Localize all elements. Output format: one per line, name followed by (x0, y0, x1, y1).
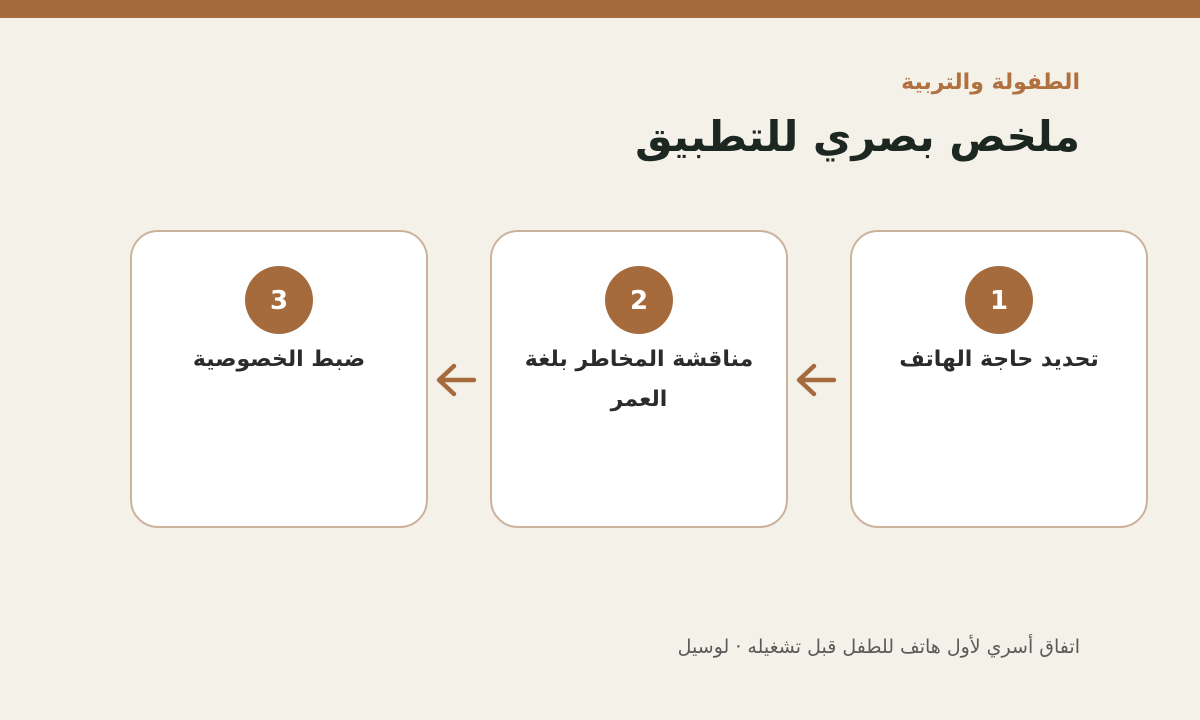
step-card-3 (130, 230, 428, 528)
arrow-left-icon (434, 359, 478, 401)
footer-caption: اتفاق أسري لأول هاتف للطفل قبل تشغيله · لوسيل (677, 636, 1080, 658)
page-title: ملخص بصري للتطبيق (635, 112, 1080, 161)
step-number-badge: 1 (965, 266, 1033, 334)
step-number-badge: 2 (605, 266, 673, 334)
step-label: ضبط الخصوصية (192, 347, 366, 372)
arrow-left-icon (794, 359, 838, 401)
top-accent-bar (0, 0, 1200, 18)
category-label: الطفولة والتربية (901, 70, 1080, 95)
step-label: مناقشة المخاطر بلغة العمر (524, 347, 754, 412)
step-card-2 (490, 230, 788, 528)
step-card-1 (850, 230, 1148, 528)
step-number-badge: 3 (245, 266, 313, 334)
step-label: تحديد حاجة الهاتف (899, 347, 1099, 372)
